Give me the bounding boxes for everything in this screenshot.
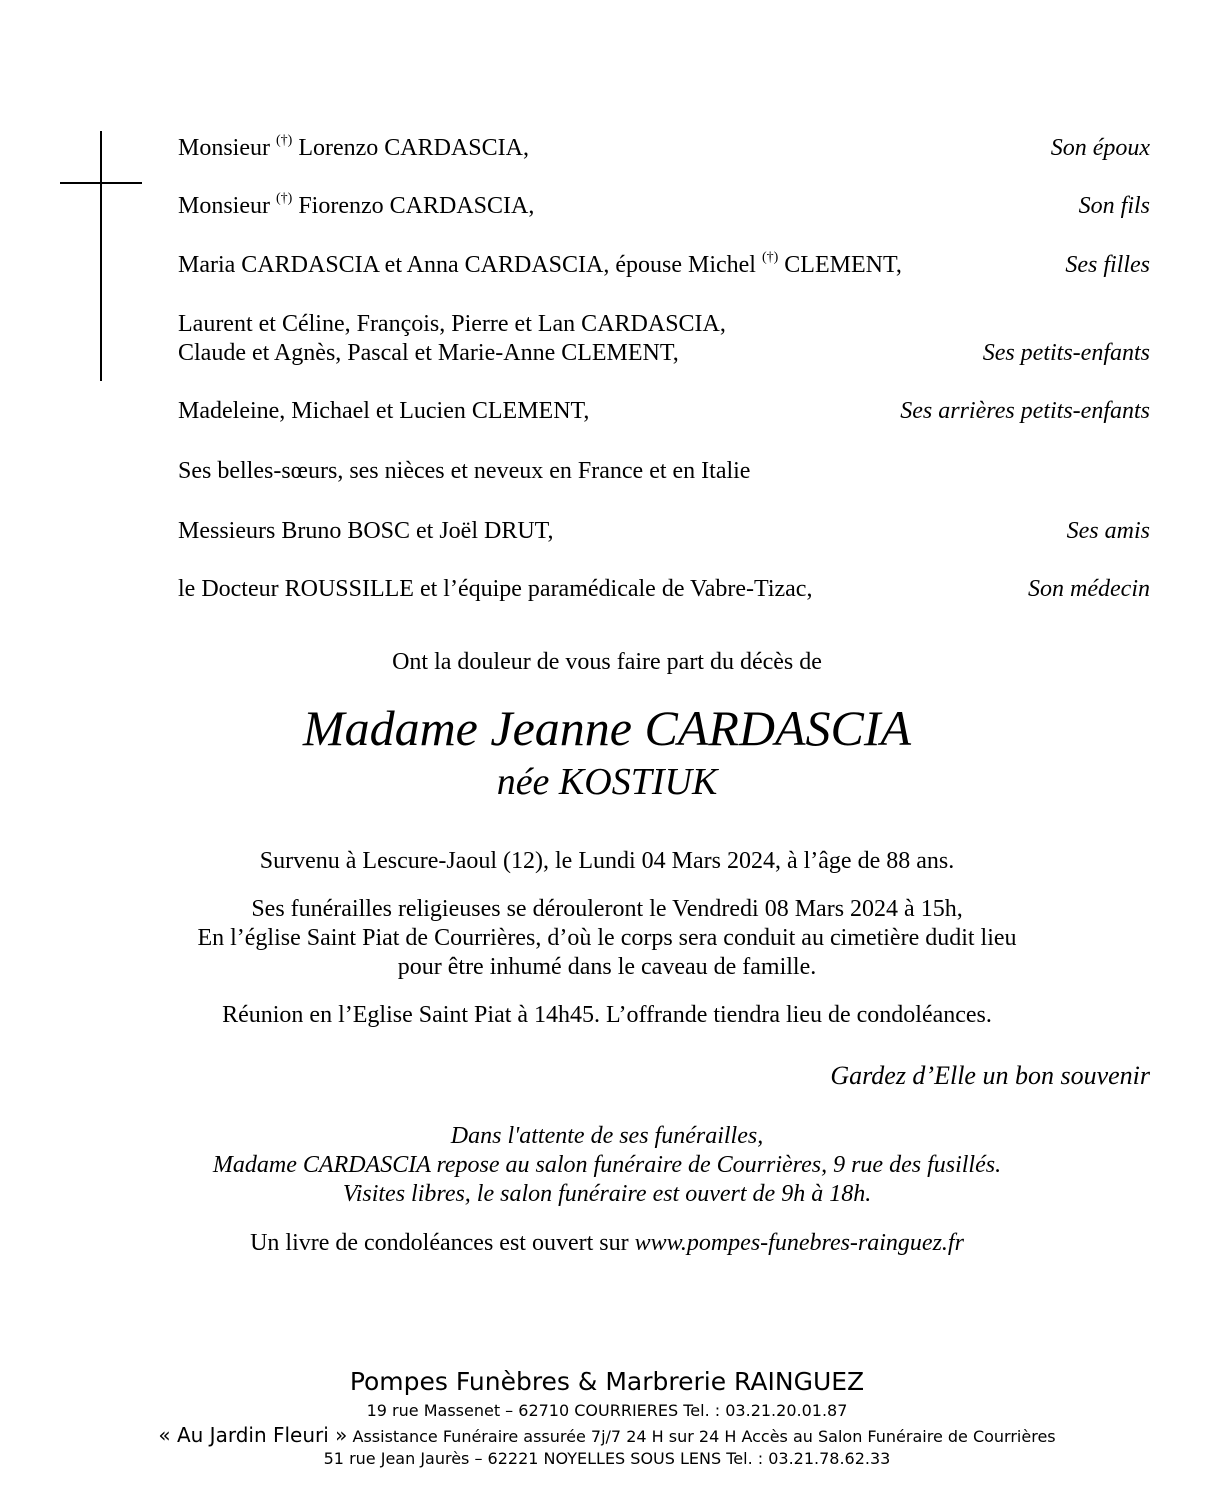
funeral-line-3: pour être inhumé dans le caveau de famille. [397, 954, 817, 980]
relation-label: Ses petits-enfants [982, 340, 1150, 366]
family-row-grandchildren [178, 310, 1150, 368]
family-names: le Docteur ROUSSILLE et l’équipe paramédicale de Vabre-Tizac, [178, 576, 813, 602]
meeting-details: Réunion en l’Eglise Saint Piat à 14h45. L’offrande tiendra lieu de condoléances. [222, 1002, 992, 1028]
condolence-book [0, 1229, 1214, 1258]
deceased-maiden-name: née KOSTIUK [496, 761, 718, 803]
family-names-line-2: Claude et Agnès, Pascal et Marie-Anne CLEMENT, [178, 340, 679, 366]
visits-line-2: Madame CARDASCIA repose au salon funéraire de Courrières, 9 rue des fusillés. [212, 1152, 1002, 1178]
visits-line-1: Dans l'attente de ses funérailles, [450, 1123, 764, 1149]
family-names-line-1: Laurent et Céline, François, Pierre et Lan CARDASCIA, [178, 311, 726, 337]
cross-vertical-bar [100, 131, 102, 381]
condolence-text: Un livre de condoléances est ouvert sur [250, 1230, 635, 1256]
funeral-home-name: Pompes Funèbres & Marbrerie RAINGUEZ [349, 1367, 865, 1396]
family-names: Messieurs Bruno BOSC et Joël DRUT, [178, 518, 554, 544]
footer-assistance [0, 1423, 1214, 1449]
family-names: Monsieur (†) Fiorenzo CARDASCIA, [178, 191, 535, 219]
condolence-url-link[interactable]: www.pompes-funebres-rainguez.fr [634, 1230, 964, 1256]
announcement-intro: Ont la douleur de vous faire part du décès de [392, 649, 822, 675]
relation-label: Ses amis [1066, 518, 1150, 544]
footer-assistance-text: Assistance Funéraire assurée 7j/7 24 H sur 24 H Accès au Salon Funéraire de Courrières [347, 1427, 1056, 1446]
funeral-line-1: Ses funérailles religieuses se dérouleront le Vendredi 08 Mars 2024 à 15h, [251, 896, 963, 922]
footer-address-noyelles: 51 rue Jean Jaurès – 62221 NOYELLES SOUS LENS Tel. : 03.21.78.62.33 [323, 1449, 891, 1468]
death-details: Survenu à Lescure-Jaoul (12), le Lundi 04 Mars 2024, à l’âge de 88 ans. [259, 848, 955, 874]
footer-jardin-fleuri: « Au Jardin Fleuri » [158, 1423, 348, 1447]
family-names: Madeleine, Michael et Lucien CLEMENT, [178, 398, 590, 424]
visits-line-3: Visites libres, le salon funéraire est ouvert de 9h à 18h. [342, 1181, 872, 1207]
relation-label: Son médecin [1028, 576, 1150, 602]
funeral-line-2: En l’église Saint Piat de Courrières, d’où le corps sera conduit au cimetière dudit lieu [197, 925, 1017, 951]
deceased-name: Madame Jeanne CARDASCIA [302, 700, 912, 756]
family-names: Monsieur (†) Lorenzo CARDASCIA, [178, 133, 529, 161]
farewell-message: Gardez d’Elle un bon souvenir [830, 1061, 1150, 1090]
relation-label: Ses filles [1065, 252, 1150, 278]
footer-address-courrieres: 19 rue Massenet – 62710 COURRIERES Tel. : 03.21.20.01.87 [366, 1401, 848, 1420]
relation-label: Son époux [1050, 135, 1150, 161]
relation-label: Son fils [1078, 193, 1150, 219]
relation-label: Ses arrières petits-enfants [900, 398, 1150, 424]
family-names: Maria CARDASCIA et Anna CARDASCIA, épouse Michel (†) CLEMENT, [178, 250, 902, 278]
cross-horizontal-bar [60, 182, 142, 184]
family-names: Ses belles-sœurs, ses nièces et neveux en France et en Italie [178, 458, 751, 484]
